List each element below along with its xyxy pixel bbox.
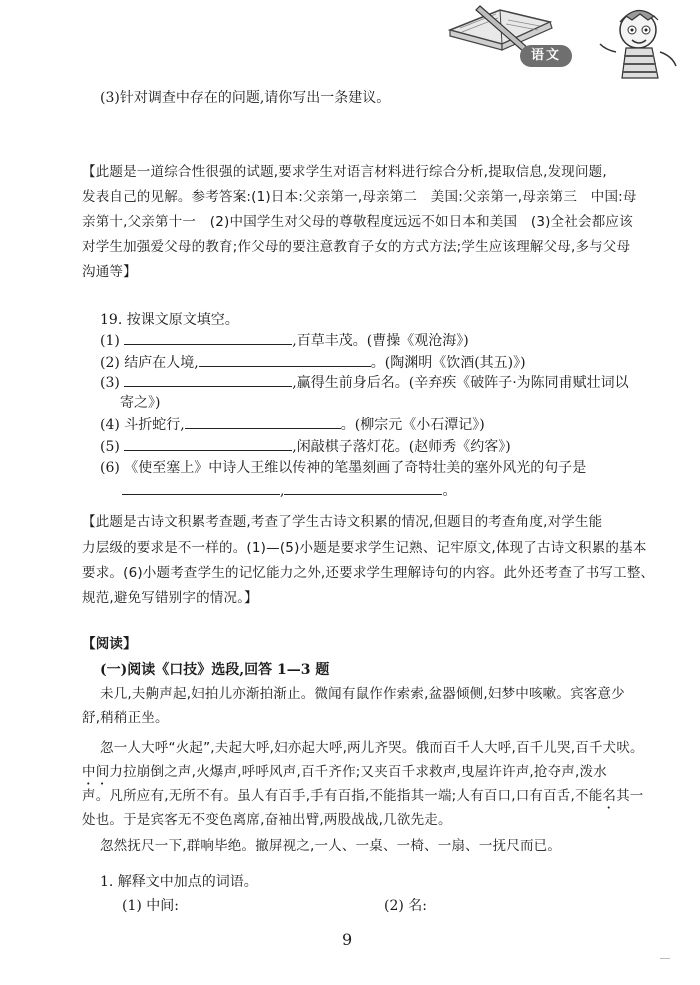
- item-text: ,闲敲棋子落灯花。(赵师秀《约客》): [292, 439, 511, 455]
- analysis1-line-1: 【此题是一道综合性很强的试题,要求学生对语言材料进行综合分析,提取信息,发现问题,: [82, 164, 607, 180]
- corner-mark: [660, 958, 670, 959]
- item-number: (3): [100, 375, 120, 391]
- reading-q1-title: 1. 解释文中加点的词语。: [100, 874, 258, 890]
- dotted-word: 中间: [82, 764, 110, 780]
- analysis2-line-4: 规范,避免写错别字的情况。】: [82, 590, 258, 606]
- analysis2-line-2: 力层级的要求是不一样的。(1)—(5)小题是要求学生记熟、记牢原文,体现了古诗文积累的基本: [82, 540, 647, 556]
- passage-para2-line3: [82, 786, 644, 812]
- item-text: 斗折蛇行,: [124, 417, 185, 433]
- answer-blank[interactable]: [124, 372, 292, 387]
- reading-q1-item2: (2) 名:: [384, 898, 427, 914]
- question-3-text: (3)针对调查中存在的问题,请你写出一条建议。: [100, 90, 391, 106]
- separator: ,: [280, 483, 285, 499]
- passage-para2-line2: [82, 762, 607, 788]
- passage-text: 其一: [616, 788, 644, 804]
- q19-item-2: [100, 352, 526, 373]
- reading-section-title: 【阅读】: [82, 636, 137, 652]
- item-text: 。(陶渊明《饮酒(其五)》): [370, 355, 526, 371]
- item-text: 结庐在人境,: [124, 355, 199, 371]
- passage-text: 声。凡所应有,无所不有。虽人有百手,手有百指,不能指其一端;人有百口,口有百舌,不能: [82, 788, 603, 804]
- q19-item-1: [100, 330, 469, 351]
- answer-blank[interactable]: [185, 414, 341, 429]
- item-number: (2): [100, 355, 120, 371]
- passage-para2-line4: 处也。于是宾客无不变色离席,奋袖出臂,两股战战,几欲先走。: [82, 812, 452, 828]
- page-number: 9: [342, 930, 353, 949]
- analysis1-line-3: 亲第十,父亲第十一 (2)中国学生对父母的尊敬程度远远不如日本和美国 (3)全社会都应该: [82, 214, 633, 230]
- analysis1-line-5: 沟通等】: [82, 264, 137, 280]
- analysis1-line-4: 对学生加强爱父母的教育;作父母的要注意教育子女的方式方法;学生应该理解父母,多与父母: [82, 239, 631, 255]
- item-number: (1): [100, 333, 120, 349]
- question-19-title: 19. 按课文原文填空。: [100, 312, 239, 328]
- q19-item-4: [100, 414, 485, 435]
- analysis2-line-3: 要求。(6)小题考查学生的记忆能力之外,还要求学生理解诗句的内容。此外还考查了书写工整、: [82, 565, 655, 581]
- q19-item-3: [100, 372, 629, 393]
- header-illustration: [440, 0, 680, 80]
- item-text: 。(柳宗元《小石潭记》): [340, 417, 485, 433]
- item-text: ,百草丰茂。(曹操《观沧海》): [292, 333, 469, 349]
- passage-para3: 忽然抚尺一下,群响毕绝。撤屏视之,一人、一桌、一椅、一扇、一抚尺而已。: [100, 838, 562, 854]
- dotted-word: 名: [602, 788, 617, 804]
- item-text: ,赢得生前身后名。(辛弃疾《破阵子·为陈同甫赋壮词以: [292, 375, 629, 391]
- answer-blank[interactable]: [122, 480, 280, 495]
- passage-para1-line1: 未几,夫齁声起,妇拍儿亦渐拍渐止。微闻有鼠作作索索,盆器倾侧,妇梦中咳嗽。宾客意少: [100, 686, 625, 702]
- q19-item-6-blanks: [122, 480, 456, 501]
- item-number: (4): [100, 417, 120, 433]
- reading-subtitle: (一)阅读《口技》选段,回答 1—3 题: [100, 662, 330, 678]
- answer-blank[interactable]: [199, 352, 371, 367]
- analysis2-line-1: 【此题是古诗文积累考查题,考查了学生古诗文积累的情况,但题目的考查角度,对学生能: [82, 514, 603, 530]
- answer-blank[interactable]: [124, 436, 292, 451]
- item-text: 。: [442, 483, 457, 499]
- passage-text: 力拉崩倒之声,火爆声,呼呼风声,百千齐作;又夹百千求救声,曳屋许许声,抢夺声,泼水: [109, 764, 607, 780]
- q19-item-3-cont: 寄之》): [120, 395, 161, 411]
- item-number: (5): [100, 439, 120, 455]
- subject-badge: 语文: [520, 45, 572, 67]
- item-text: 《使至塞上》中诗人王维以传神的笔墨刻画了奇特壮美的塞外风光的句子是: [124, 460, 587, 476]
- answer-blank[interactable]: [284, 480, 442, 495]
- passage-para2-line1: 忽一人大呼“火起”,夫起大呼,妇亦起大呼,两儿齐哭。俄而百千人大呼,百千儿哭,百千犬吠。: [100, 740, 644, 756]
- analysis1-line-2: 发表自己的见解。参考答案:(1)日本:父亲第一,母亲第二 美国:父亲第一,母亲第三 中国:母: [82, 189, 637, 205]
- q19-item-5: [100, 436, 511, 457]
- reading-q1-item1: (1) 中间:: [122, 898, 179, 914]
- passage-para1-line2: 舒,稍稍正坐。: [82, 710, 169, 726]
- q19-item-6: [100, 458, 586, 478]
- item-number: (6): [100, 460, 120, 476]
- answer-blank[interactable]: [124, 330, 292, 345]
- book-and-pencil-icon: [440, 0, 680, 80]
